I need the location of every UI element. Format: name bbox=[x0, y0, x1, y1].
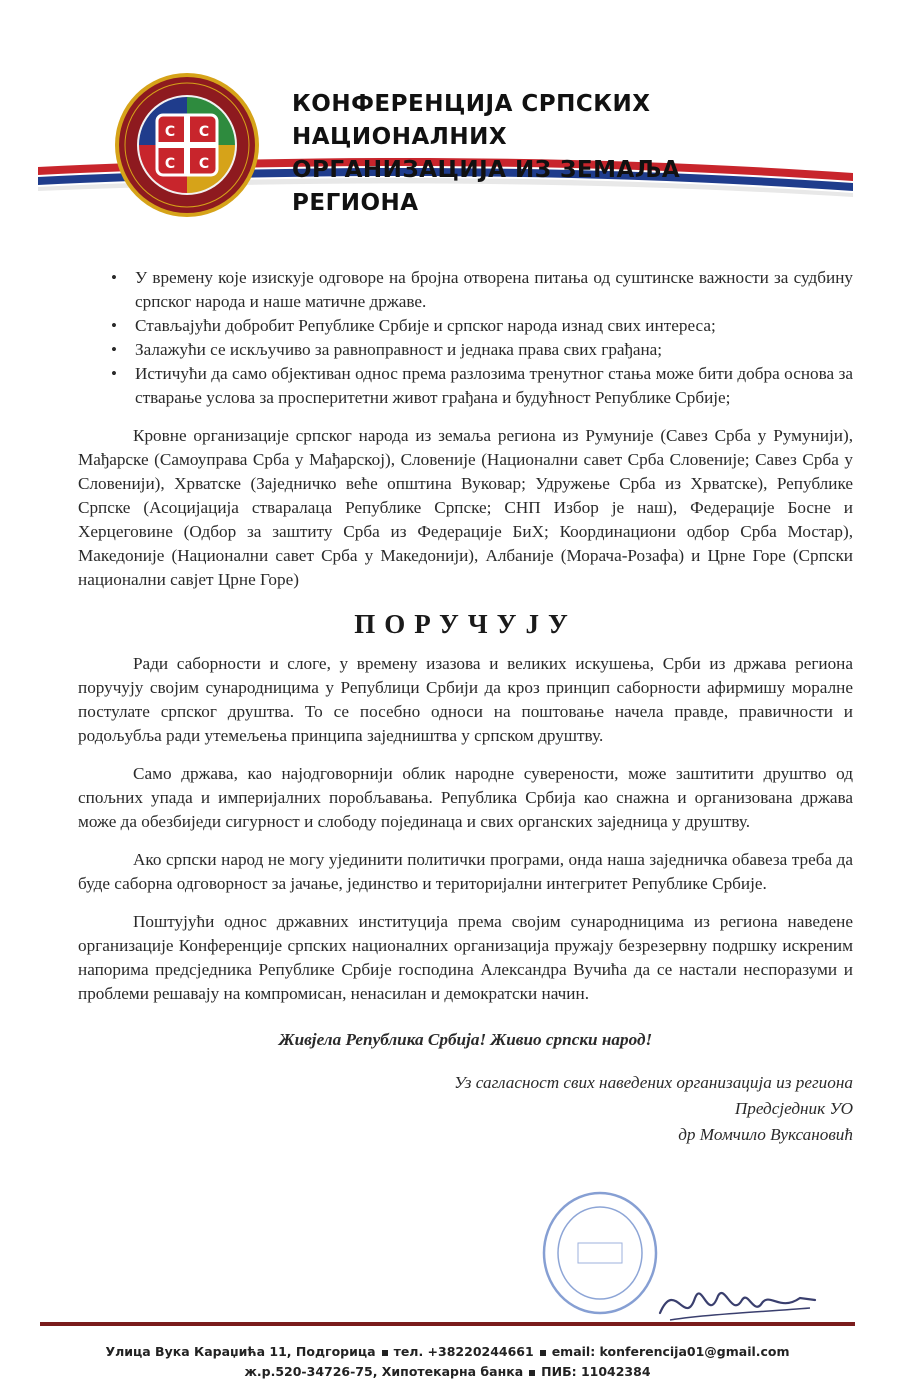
footer-line-1 bbox=[40, 1342, 855, 1362]
organization-logo bbox=[112, 70, 262, 220]
body-paragraph-2: Само држава, као најодговорнији облик народне суверености, може заштитити друштво од спољних упада и империјалних поробљавања. Република Србија као снажна и организована држава може да обезбиједи сигурност и слободу појединаца и свих органских заједница у друштву. bbox=[78, 764, 853, 831]
section-heading: ПОРУЧУЈУ bbox=[354, 609, 577, 639]
organization-title bbox=[292, 88, 812, 220]
footer-tax-id: ПИБ: 11042384 bbox=[541, 1364, 651, 1379]
official-stamp bbox=[540, 1188, 660, 1318]
footer-phone: тел. +38220244661 bbox=[393, 1344, 534, 1359]
svg-text:С: С bbox=[164, 156, 176, 172]
signatory-name: др Момчило Вуксановић bbox=[678, 1125, 853, 1144]
bullet-item: • Истичући да само објективан однос према разлозима тренутног стања може бити добра основа за стварање услова за просперитетни живот грађана и будућност Републике Србије; bbox=[135, 362, 853, 410]
body-paragraph-1: Ради саборности и слоге, у времену изазова и великих искушења, Срби из држава региона поручују својим сународницима у Републици Србији да кроз принцип саборности афирмишу моралне постулате српског друштва. То се посебно односи на поштовање начела правде, правичности и родољубља ради утемељења принципа заједништва у српском друштву. bbox=[78, 654, 853, 745]
signatory-role: Предсједник УО bbox=[734, 1099, 853, 1118]
bullet-list bbox=[78, 266, 853, 410]
bullet-item: • Стављајући добробит Републике Србије и српског народа изнад свих интереса; bbox=[135, 314, 853, 338]
closing-slogan: Живјела Република Србија! Живио српски народ! bbox=[278, 1030, 653, 1049]
footer-contact bbox=[40, 1342, 855, 1382]
body-paragraph-3: Ако српски народ не могу ујединити политички програми, онда наша заједничка обавеза треба да буде саборна одговорност за јачање, јединство и територијални интегритет Републике Србије. bbox=[78, 850, 853, 893]
signature-block bbox=[78, 1070, 853, 1148]
footer-email: email: konferencija01@gmail.com bbox=[551, 1344, 790, 1359]
letter-body bbox=[78, 266, 853, 1148]
body-paragraph-4: Поштујући однос државних институција према својим сународницима из региона наведене организације Конференције српских националних организација пружају безрезервну подршку искреним напорима предсједника Републике Србије господина Александра Вучића да се настали неспоразуми и проблеми решавају на компромисан, ненасилан и демократски начин. bbox=[78, 912, 853, 1003]
title-line-2: ОРГАНИЗАЦИЈА ИЗ ЗЕМАЉА РЕГИОНА bbox=[292, 157, 681, 216]
intro-paragraph: Кровне организације српског народа из земаља региона из Румуније (Савез Срба у Румунији), Мађарске (Самоуправа Срба у Мађарској), Словеније (Национални савет Срба Словеније; Савез Срба у Словенији), Хрватске (Заједничко веће општина Вуковар; Удружење Срба из Хрватске), Републике Српске (Асоцијација ствaралаца Републике Српске; СНП Избор је наш), Федерације Босне и Херцеговине (Одбор за заштиту Срба из Федерације БиХ; Координациони одбор Срба Мостар), Македоније (Национални савет Срба у Македонији), Албаније (Морача-Розафа) и Црне Горе (Српски национални савјет Црне Горе) bbox=[78, 426, 853, 589]
separator-square-icon bbox=[382, 1350, 388, 1356]
footer-divider bbox=[40, 1322, 855, 1326]
separator-square-icon bbox=[529, 1370, 535, 1376]
svg-text:С: С bbox=[164, 124, 176, 140]
svg-text:С: С bbox=[198, 124, 210, 140]
handwritten-signature bbox=[650, 1268, 820, 1338]
bullet-item: • У времену које изискује одговоре на бројна отворена питања од суштинске важности за судбину српског народа и наше матичне државе. bbox=[135, 266, 853, 314]
footer-line-2 bbox=[40, 1362, 855, 1382]
title-line-1: КОНФЕРЕНЦИЈА СРПСКИХ НАЦИОНАЛНИХ bbox=[292, 91, 651, 150]
consent-line: Уз сагласност свих наведених организација из региона bbox=[454, 1073, 853, 1092]
footer-account: ж.р.520-34726-75, Хипотекарна банка bbox=[244, 1364, 524, 1379]
separator-square-icon bbox=[540, 1350, 546, 1356]
footer-address: Улица Вука Караџића 11, Подгорица bbox=[105, 1344, 376, 1359]
bullet-item: • Залажући се искључиво за равноправност и једнака права свих грађана; bbox=[135, 338, 853, 362]
svg-text:С: С bbox=[198, 156, 210, 172]
